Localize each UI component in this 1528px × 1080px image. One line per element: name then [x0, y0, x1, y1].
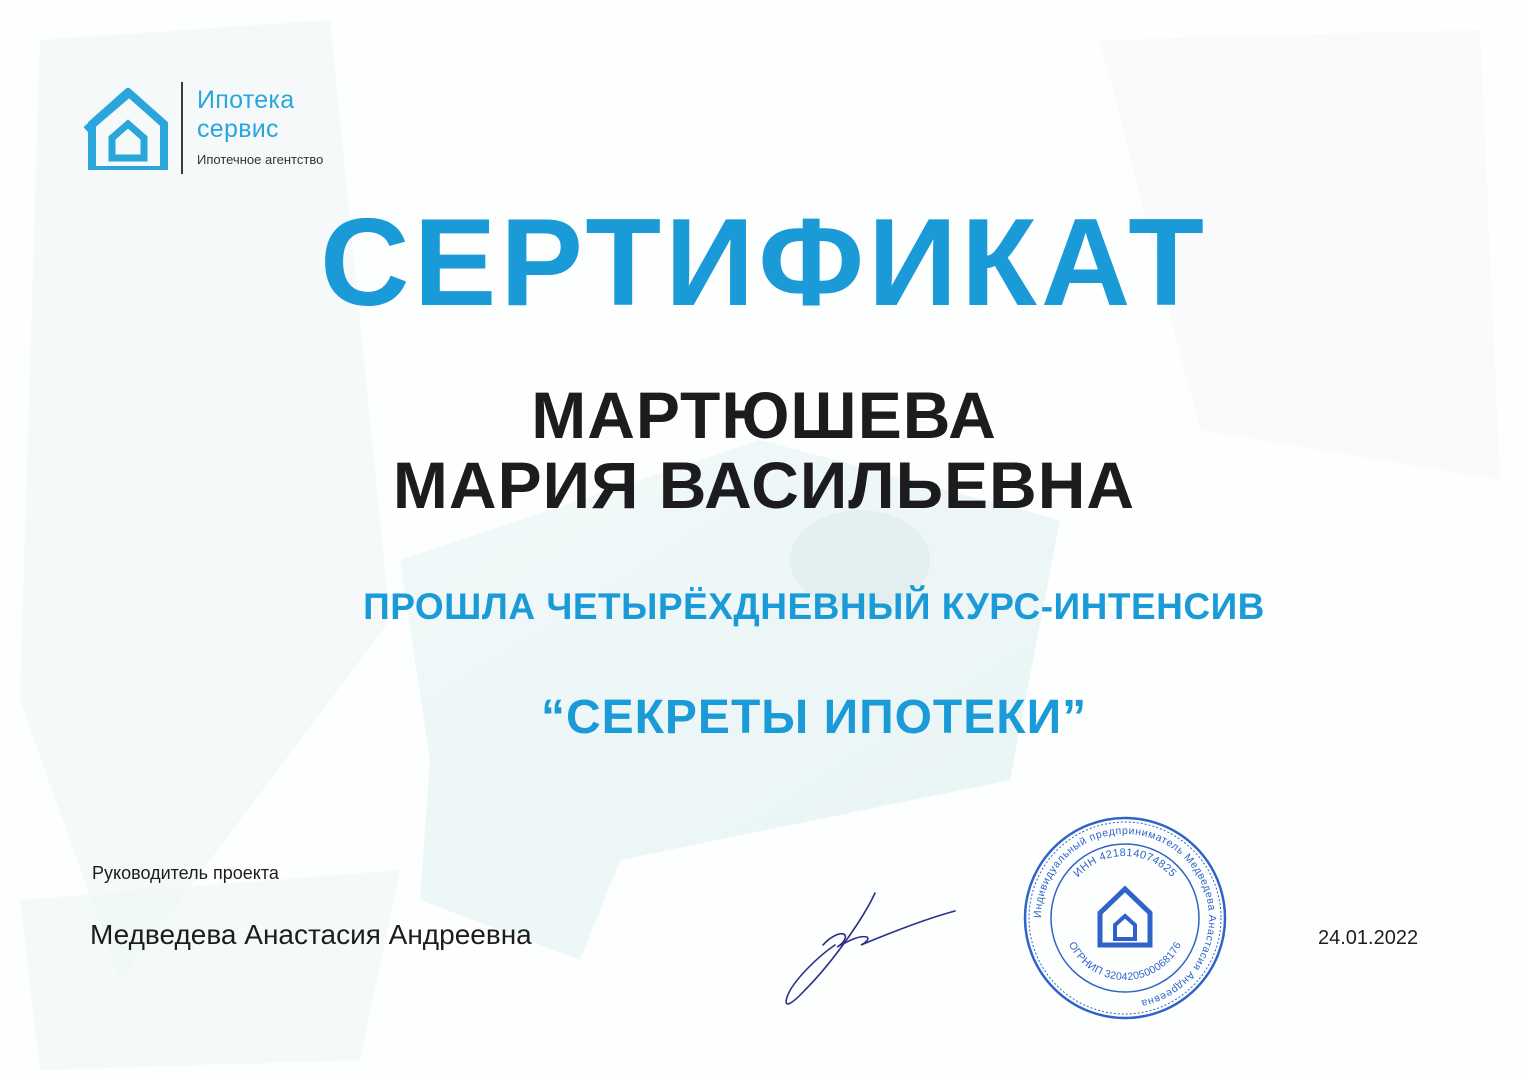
house-icon [84, 88, 172, 170]
logo-tagline: Ипотечное агентство [197, 152, 324, 167]
svg-text:ИНН 421814074825 [1071, 847, 1178, 880]
recipient-given-names: МАРИЯ ВАСИЛЬЕВНА [392, 448, 1136, 522]
stamp-house-icon [1100, 889, 1150, 945]
handwritten-signature [775, 885, 960, 1015]
certificate-date: 24.01.2022 [1318, 927, 1419, 949]
signer-role: Руководитель проекта [92, 863, 279, 883]
stamp-ring-text: Индивидуальный предприниматель Медведева Анастасия Андреевна [1031, 824, 1219, 1010]
logo-name-line1: Ипотека [197, 86, 295, 114]
course-name: “СЕКРЕТЫ ИПОТЕКИ” [540, 691, 1088, 744]
stamp-ogrnip: ОГРНИП 320420500068176 [1065, 939, 1184, 983]
logo-name [197, 86, 294, 144]
logo-name-line2: сервис [197, 115, 279, 143]
certificate-title: СЕРТИФИКАТ [320, 194, 1208, 332]
completion-statement: ПРОШЛА ЧЕТЫРЁХДНЕВНЫЙ КУРС-ИНТЕНСИВ [363, 586, 1265, 627]
company-logo [84, 80, 364, 180]
logo-divider [181, 82, 183, 174]
stamp-inn: ИНН 421814074825 [1071, 846, 1179, 880]
recipient-surname: МАРТЮШЕВА [531, 378, 997, 452]
company-stamp [1022, 815, 1228, 1021]
recipient-name [0, 380, 1528, 520]
signer-name: Медведева Анастасия Андреевна [90, 919, 532, 950]
